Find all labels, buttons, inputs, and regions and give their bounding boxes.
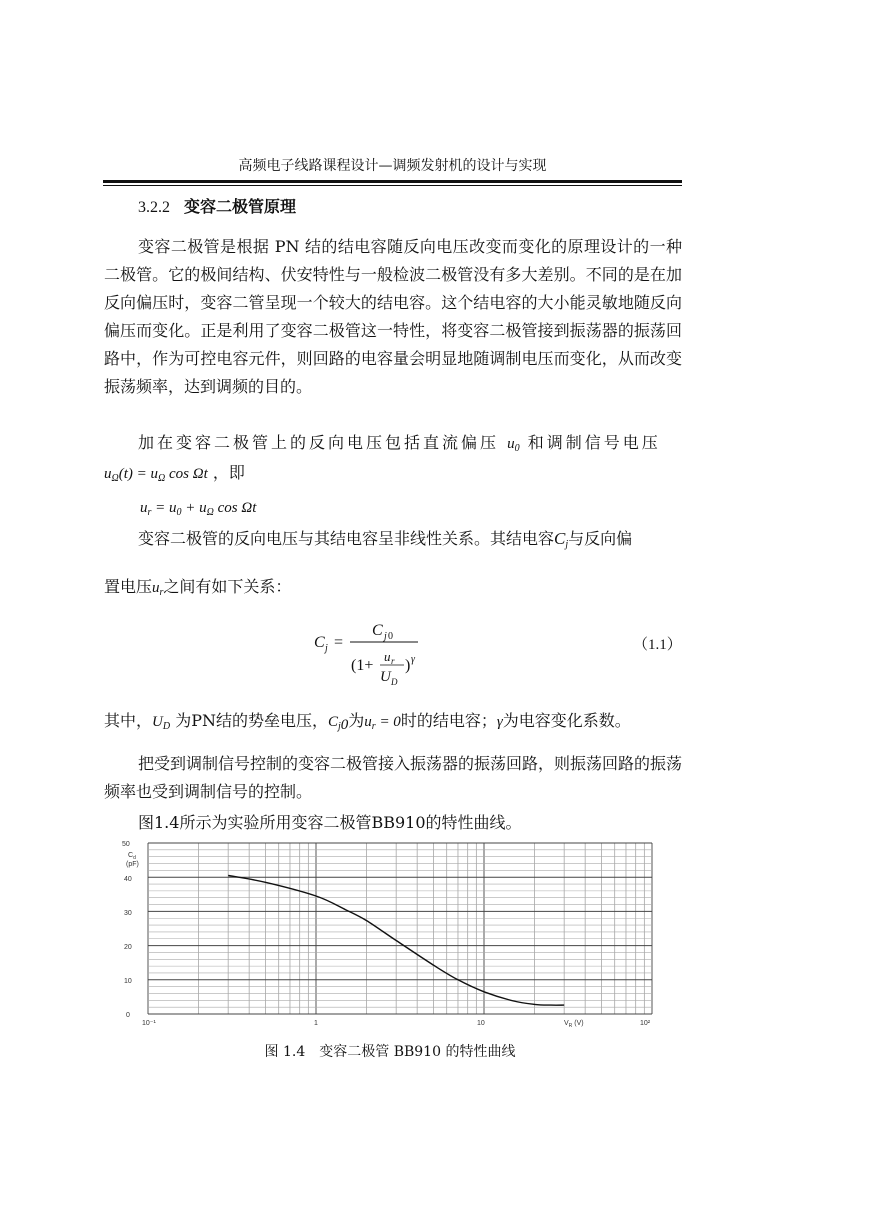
y-axis-label-symbol: $C_d$ (128, 852, 136, 861)
ud-symbol: $U_D$ (152, 714, 171, 732)
equation-number: （1.1） (633, 637, 682, 653)
x-axis-label: $V_R$ (V) (564, 1020, 584, 1029)
paragraph-4-text-a: 其中， (104, 711, 153, 730)
section-title: 变容二极管原理 (184, 197, 297, 216)
section-heading (138, 197, 296, 218)
svg-text:r: r (391, 656, 395, 666)
svg-text:γ: γ (411, 654, 415, 665)
paragraph-6: 图1.4所示为实验所用变容二极管BB910的特性曲线。 (138, 813, 522, 832)
cj-symbol: $C_j$ (554, 529, 569, 550)
svg-text:): ) (405, 657, 411, 674)
paragraph-1: 变容二极管是根据 PN 结的结电容随反向电压改变而变化的原理设计的一种二极管。它的极间结构、伏安特性与一般检波二极管没有多大差别。不同的是在加反向偏压时，变容二管呈现一个较大的结电容。这个结电容的大小能灵敏地随反向偏压而变化。正是利用了变容二极管这一特性，将变容二极管接到振荡器的振荡回路中，作为可控电容元件，则回路的电容量会明显地随调制电压而变化，从而改变振荡频率，达到调频的目的。 (104, 237, 682, 396)
svg-text:C: C (314, 634, 325, 651)
paragraph-3-text-b: 与反向偏 (568, 529, 633, 548)
paragraph-4-text-b: 为PN结的势垒电压， (175, 711, 328, 730)
reverse-voltage-formula: $u_r = u_0 + u_\Omega$ cos Ωt (140, 500, 257, 518)
paragraph-3-text-c: 置电压 (104, 577, 153, 596)
paragraph-3-text-a: 变容二极管的反向电压与其结电容呈非线性关系。其结电容 (138, 529, 555, 548)
y-tick-label: 50 (122, 841, 130, 848)
x-tick-label: 10⁻¹ (142, 1020, 156, 1027)
x-tick-label: 10 (477, 1020, 485, 1027)
paragraph-4-text-c: 为 (348, 711, 365, 730)
u0-symbol: $u_0$ (507, 436, 520, 454)
paragraph-2-line-1 (104, 432, 682, 460)
svg-text:C: C (372, 622, 383, 639)
running-header: 高频电子线路课程设计—调频发射机的设计与实现 (238, 158, 547, 174)
paragraph-2-line-2 (104, 462, 682, 490)
bb910-characteristic-chart (120, 838, 665, 1030)
ur-zero-condition: $u_r = 0$ (364, 714, 401, 732)
header-rule-thick (103, 180, 682, 183)
svg-text:j: j (325, 643, 328, 654)
svg-text:=: = (334, 634, 344, 651)
modulation-voltage-formula: $u_\Omega(t) = u_\Omega$ cos Ωt (104, 466, 208, 484)
y-tick-label: 0 (126, 1012, 130, 1019)
header-rule-thin (103, 185, 682, 186)
x-tick-label: 1 (314, 1020, 318, 1027)
paragraph-2-text-a: 加在变容二极管上的反向电压包括直流偏压 (138, 433, 500, 452)
svg-text:0: 0 (388, 631, 393, 642)
paragraph-4-text-e: 为电容变化系数。 (502, 711, 631, 730)
svg-text:u: u (384, 649, 391, 664)
paragraph-4 (104, 710, 682, 738)
paragraph-3-line-2 (104, 576, 682, 604)
gamma-symbol: γ (496, 714, 503, 730)
section-number: 3.2.2 (138, 199, 170, 216)
y-tick-label: 30 (124, 910, 132, 917)
ur-symbol: $u_r$ (152, 580, 164, 598)
y-tick-label: 20 (124, 944, 132, 951)
chart-grid (148, 843, 652, 1014)
svg-text:U: U (380, 669, 391, 685)
svg-text:(1+: (1+ (351, 657, 374, 674)
y-axis-label-unit: (pF) (126, 861, 139, 868)
svg-text:j: j (384, 631, 387, 642)
paragraph-4-text-d: 时的结电容； (400, 711, 497, 730)
figure-caption: 图 1.4 变容二极管 BB910 的特性曲线 (264, 1044, 516, 1060)
cj0-symbol: $C_{j0}$ (327, 714, 349, 733)
paragraph-2-text-b: 和调制信号电压 (527, 433, 661, 452)
x-tick-label: 10² (640, 1020, 651, 1027)
svg-text:D: D (391, 677, 398, 687)
paragraph-3-text-d: 之间有如下关系： (163, 577, 292, 596)
y-tick-label: 10 (124, 978, 132, 985)
paragraph-5: 把受到调制信号控制的变容二极管接入振荡器的振荡回路，则振荡回路的振荡频率也受到调制信号的控制。 (104, 754, 683, 801)
y-tick-label: 40 (124, 876, 132, 883)
paragraph-3-line-1 (104, 528, 682, 556)
paragraph-2-text-c: ，即 (212, 463, 245, 482)
junction-capacitance-equation (310, 615, 450, 695)
